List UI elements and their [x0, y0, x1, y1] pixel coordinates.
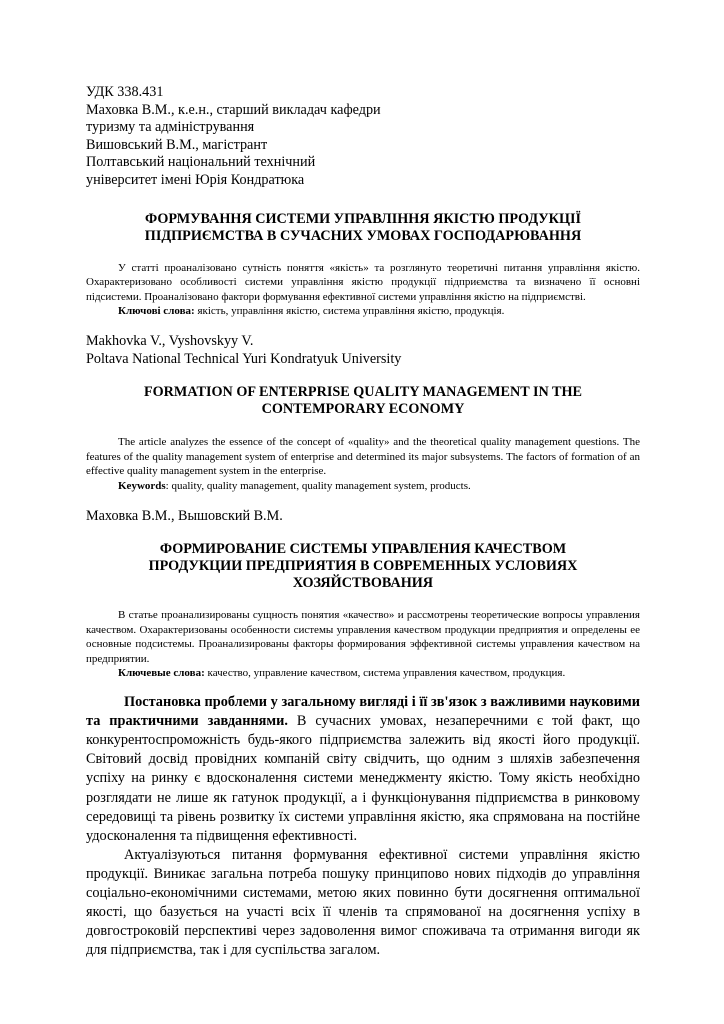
ua-keywords-label: Ключові слова:	[118, 305, 195, 318]
author-1: Маховка В.М., к.е.н., старший викладач кафедри	[86, 101, 381, 118]
en-authors: Makhovka V., Vyshovskyy V.	[86, 332, 254, 349]
ua-abstract-text: У статті проаналізовано сутність поняття «якість» та розглянуто теоретичні питання управління якістю. Охарактеризовано особливості системи управління якістю продукції підприємства та визначено її основні підсистеми. Проаналізовано фактори формування ефективної системи управління якістю на підприємстві.	[86, 261, 640, 303]
ua-header	[86, 84, 640, 190]
en-keywords	[86, 479, 640, 494]
organization-line-2: університет імені Юрія Кондратюка	[86, 171, 305, 188]
en-abstract	[86, 435, 640, 493]
en-organization: Poltava National Technical Yuri Kondratyuk University	[86, 350, 402, 367]
ru-title-line-2: ПРОДУКЦИИ ПРЕДПРИЯТИЯ В СОВРЕМЕННЫХ УСЛОВИЯХ	[148, 558, 578, 575]
ua-title	[86, 211, 640, 245]
body-paragraph-1	[86, 693, 640, 846]
ru-abstract-text: В статье проанализированы сущность понятия «качество» и рассмотрены теоретические вопросы управления качеством. Охарактеризованы особенности системы управления качеством продукции предприятия и определены ее основные подсистемы. Проанализированы факторы формирования эффективной системы управления качеством на предприятии.	[86, 609, 640, 665]
en-title-line-2: CONTEMPORARY ECONOMY	[261, 401, 465, 418]
ua-title-line-1: ФОРМУВАННЯ СИСТЕМИ УПРАВЛІННЯ ЯКІСТЮ ПРОДУКЦІЇ	[144, 210, 582, 227]
article-body	[86, 693, 640, 960]
ua-abstract	[86, 261, 640, 319]
en-title	[86, 384, 640, 418]
en-keywords-label: Keywords	[118, 479, 166, 492]
en-title-line-1: FORMATION OF ENTERPRISE QUALITY MANAGEMENT IN THE	[143, 384, 583, 401]
body-paragraph-1-text: В сучасних умовах, незаперечними є той факт, що конкурентоспроможність будь-якого підприємства залежить від якості його продукції. Світовий досвід провідних компаній світу свідчить, що одним з шляхів забезпечення успіху на ринку є вдосконалення системи менеджменту якістю. Тому якість необхідно розглядати не лише як гатунок продукції, а і функціонування підприємства в ринковому середовищі та рівень розвитку їх системи управління якістю, яка спрямована на постійне удосконалення та підвищення ефективності.	[86, 713, 640, 844]
organization-line-1: Полтавський національний технічний	[86, 154, 316, 171]
section-heading: Постановка проблеми у загальному вигляді і її зв'язок з важливими науковими та практичними завданнями.	[86, 694, 640, 730]
ru-authors: Маховка В.М., Вышовский В.М.	[86, 507, 283, 524]
udk-code: УДК 338.431	[86, 84, 164, 100]
ru-keywords-text: качество, управление качеством, система управления качеством, продукция.	[204, 667, 566, 680]
ua-keywords-text: якість, управління якістю, система управління якістю, продукція.	[194, 305, 505, 318]
author-2: Вишовський В.М., магістрант	[86, 136, 268, 153]
en-abstract-text: The article analyzes the essence of the concept of «quality» and the theoretical quality management questions. The features of the quality management system of enterprise and determined its major subsystems. The factors of formation of an effective quality management system in the enterprise.	[86, 436, 640, 478]
ru-abstract	[86, 608, 640, 681]
ua-title-line-2: ПІДПРИЄМСТВА В СУЧАСНИХ УМОВАХ ГОСПОДАРЮВАННЯ	[144, 227, 582, 244]
ru-title	[86, 541, 640, 592]
ua-keywords	[86, 304, 640, 319]
ru-keywords	[86, 666, 640, 681]
ru-keywords-label: Ключевые слова:	[118, 667, 205, 680]
en-keywords-text: : quality, quality management, quality management system, products.	[165, 479, 471, 492]
ru-title-line-3: ХОЗЯЙСТВОВАНИЯ	[292, 575, 434, 592]
author-1-department: туризму та адміністрування	[86, 119, 255, 136]
article-page	[86, 84, 640, 960]
ru-title-line-1: ФОРМИРОВАНИЕ СИСТЕМЫ УПРАВЛЕНИЯ КАЧЕСТВОМ	[159, 541, 567, 558]
en-header	[86, 333, 640, 368]
body-paragraph-2: Актуалізуються питання формування ефективної системи управління якістю продукції. Виникає загальна потреба пошуку принципово нових підходів до управління соціально-економічними системами, метою яких повинно бути досягнення оптимальної якості, що базується на участі всіх її членів та спрямованої на досягнення успіху в довгостроковій перспективі через задоволення вимог споживача та отримання вигоди як для підприємства, так і для суспільства загалом.	[86, 846, 640, 959]
